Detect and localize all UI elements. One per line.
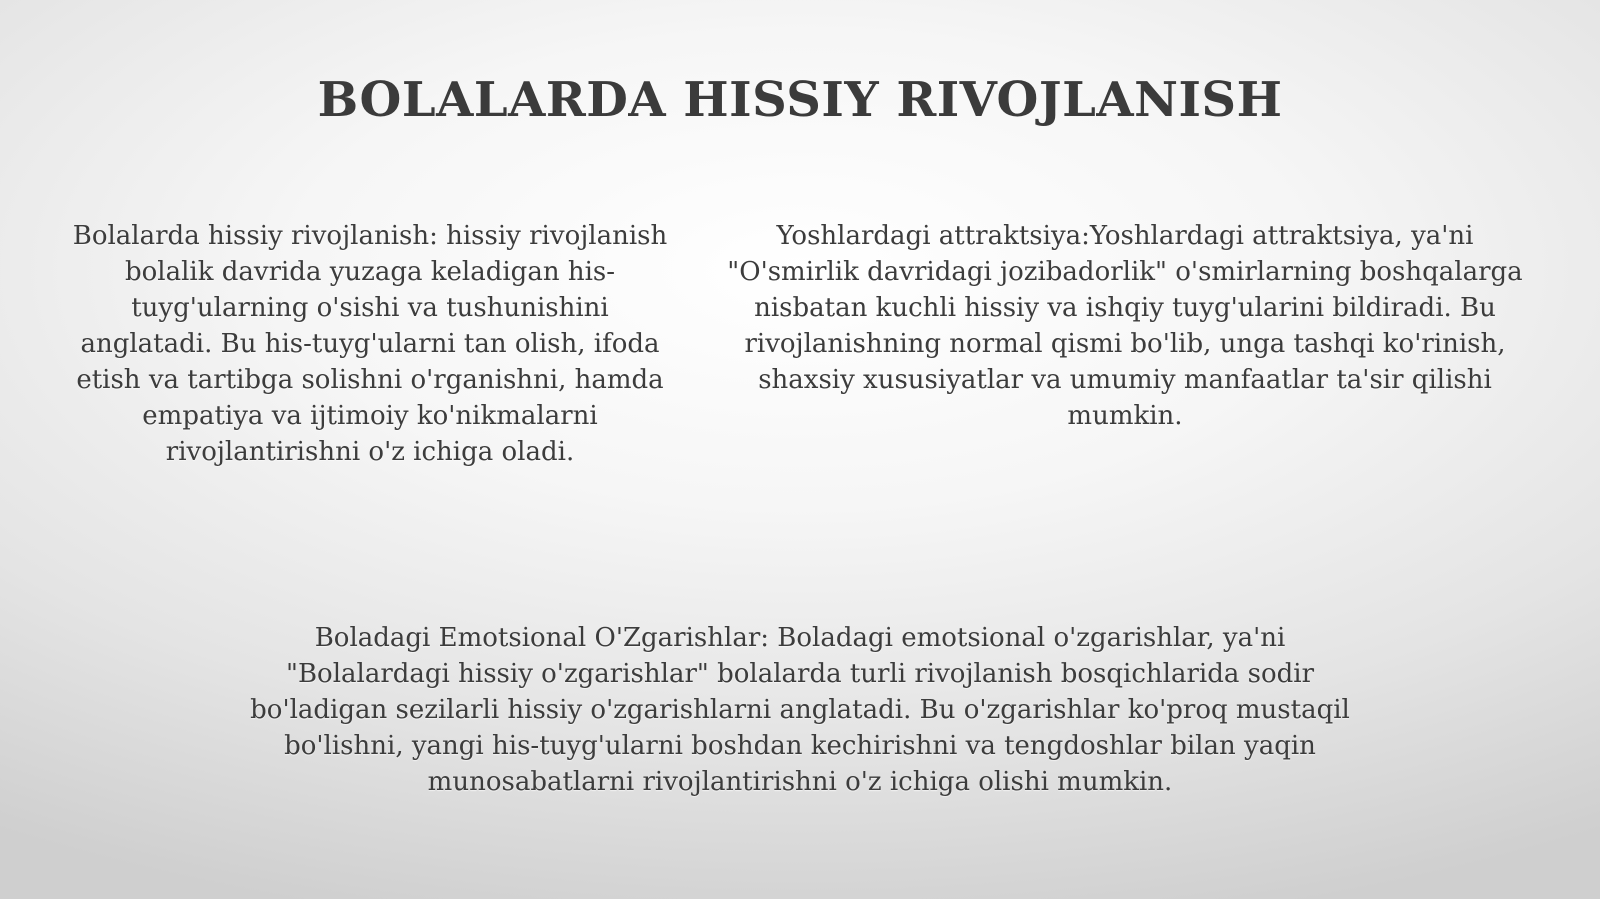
slide-title: BOLALARDA HISSIY RIVOJLANISH: [317, 72, 1283, 128]
text-block-emotional-changes: Boladagi Emotsional O'Zgarishlar: Boladagi emotsional o'zgarishlar, ya'ni "Bolalardagi hissiy o'zgarishlar" bolalarda turli rivojlanish bosqichlarida sodir bo'ladigan sezilarli hissiy o'zgarishlarni anglatadi. Bu o'zgarishlar ko'proq mustaqil bo'lishni, yangi his-tuyg'ularni boshdan kechirishni va tengdoshlar bilan yaqin munosabatlarni rivojlantirishni o'z ichiga olishi mumkin.: [250, 623, 1350, 797]
text-block-youth-attraction: Yoshlardagi attraktsiya:Yoshlardagi attraktsiya, ya'ni "O'smirlik davridagi jozibadorlik" o'smirlarning boshqalarga nisbatan kuchli hissiy va ishqiy tuyg'ularini bildiradi. Bu rivojlanishning normal qismi bo'lib, unga tashqi ko'rinish, shaxsiy xususiyatlar va umumiy manfaatlar ta'sir qilishi mumkin.: [727, 221, 1523, 431]
text-block-emotional-development: Bolalarda hissiy rivojlanish: hissiy rivojlanish bolalik davrida yuzaga keladigan his-tuyg'ularning o'sishi va tushunishini anglatadi. Bu his-tuyg'ularni tan olish, ifoda etish va tartibga solishni o'rganishni, hamda empatiya va ijtimoiy ko'nikmalarni rivojlantirishni o'z ichiga oladi.: [72, 221, 668, 467]
